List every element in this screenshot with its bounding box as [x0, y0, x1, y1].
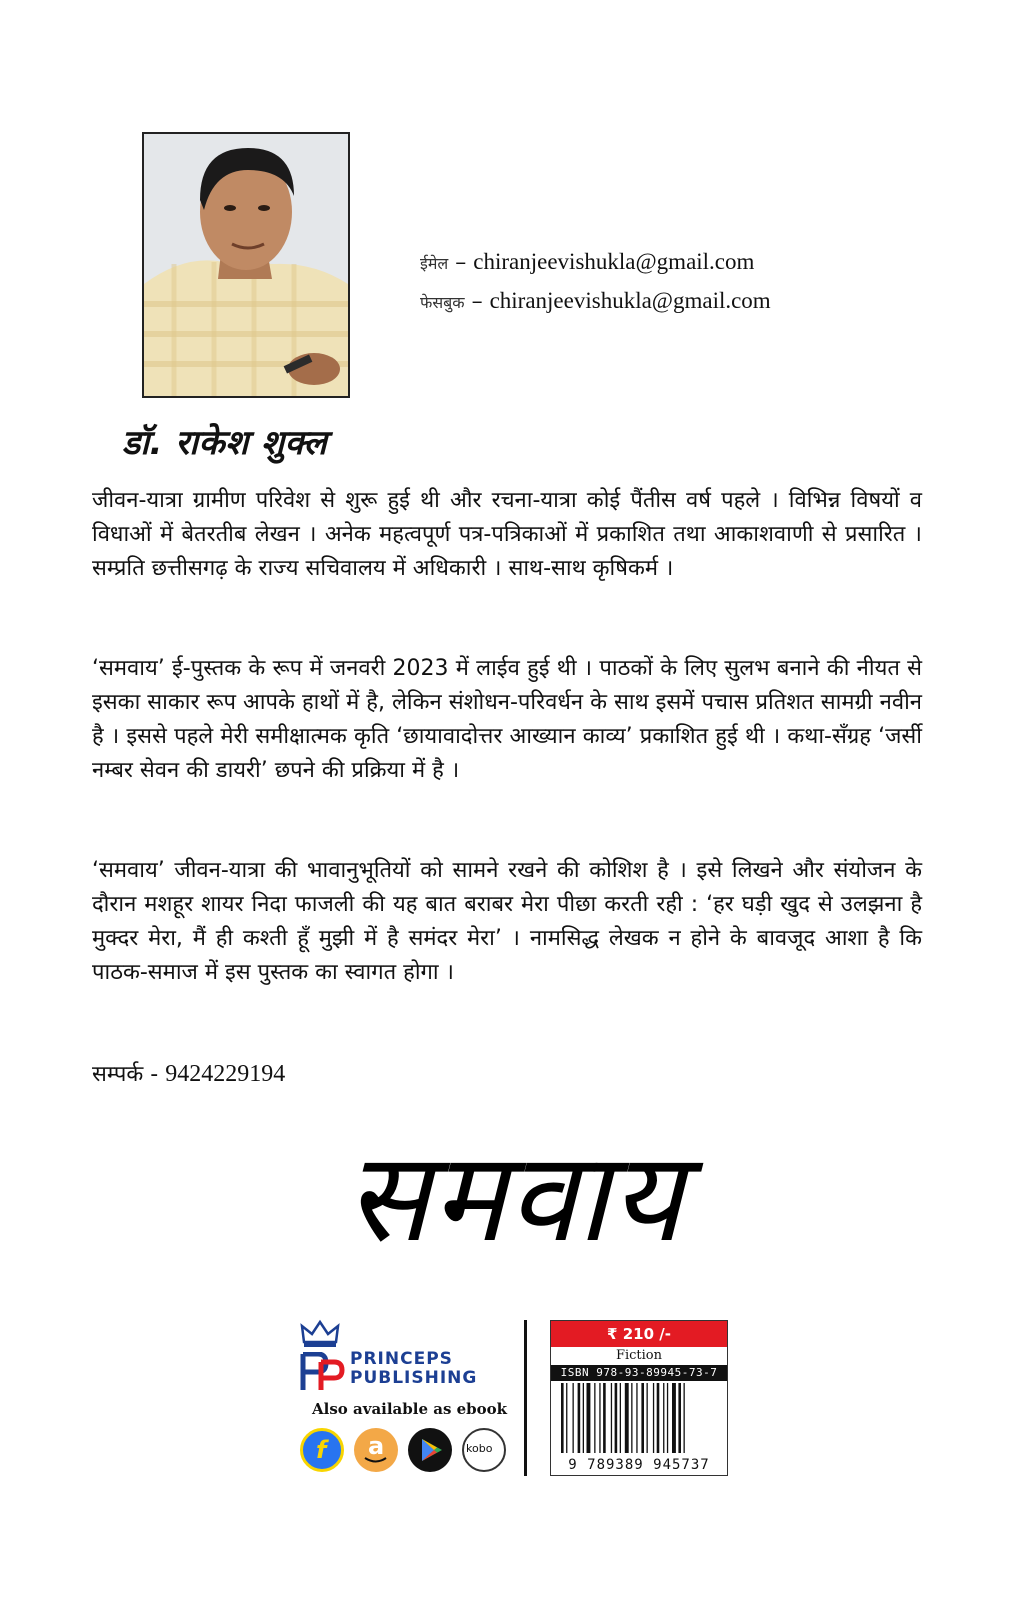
barcode-bar	[641, 1383, 644, 1453]
author-portrait-illustration	[144, 134, 348, 396]
flipkart-icon[interactable]	[300, 1428, 344, 1472]
publisher-name-line2: PUBLISHING	[350, 1368, 478, 1388]
barcode-bar	[631, 1383, 632, 1453]
isbn-label: ISBN 978-93-89945-73-7	[551, 1365, 727, 1381]
barcode-bar	[599, 1383, 600, 1453]
barcode-bar	[647, 1383, 648, 1453]
barcode-bar	[653, 1383, 654, 1453]
kobo-label: kobo	[466, 1442, 493, 1455]
barcode-bar	[561, 1383, 564, 1453]
vertical-divider	[524, 1320, 527, 1476]
barcode-bar	[625, 1383, 629, 1453]
barcode-block	[550, 1320, 728, 1476]
amazon-icon[interactable]	[354, 1428, 398, 1472]
publisher-logo-icon	[300, 1352, 346, 1392]
email-separator: –	[455, 250, 467, 275]
facebook-line	[420, 282, 771, 321]
publisher-name-line1: PRINCEPS	[350, 1349, 453, 1369]
facebook-separator: –	[471, 289, 483, 314]
ebook-availability: Also available as ebook	[312, 1400, 508, 1418]
contact-label: सम्पर्क	[92, 1062, 144, 1087]
barcode-bar	[566, 1383, 567, 1453]
flipkart-letter: f	[316, 1436, 327, 1464]
email-line	[420, 243, 771, 282]
ean-number: 9 789389 945737	[568, 1457, 710, 1473]
barcode-bar	[620, 1383, 621, 1453]
barcode-bar	[684, 1383, 685, 1453]
barcode-bar	[594, 1383, 595, 1453]
barcode-bar	[603, 1383, 606, 1453]
barcode-bar	[615, 1383, 618, 1453]
publisher-name	[350, 1350, 477, 1388]
crown-icon	[300, 1318, 340, 1348]
barcode-bar	[587, 1383, 591, 1453]
facebook-value[interactable]: chiranjeevishukla@gmail.com	[489, 288, 771, 313]
bio-paragraph-1: जीवन-यात्रा ग्रामीण परिवेश से शुरू हुई थी और रचना-यात्रा कोई पैंतीस वर्ष पहले । विभिन्न विषयों व विधाओं में बेतरतीब लेखन । अनेक महत्वपूर्ण पत्र-पत्रिकाओं में प्रकाशित तथा आकाशवाणी से प्रसारित । सम्प्रति छत्तीसगढ़ के राज्य सचिवालय में अधिकारी । साथ-साथ कृषिकर्म ।	[92, 488, 922, 581]
genre-label: Fiction	[551, 1347, 727, 1365]
barcode-bar	[667, 1383, 668, 1453]
barcode-bar	[578, 1383, 581, 1453]
amazon-letter: a	[368, 1432, 385, 1460]
kobo-icon[interactable]	[462, 1428, 506, 1472]
barcode-bar	[657, 1383, 660, 1453]
bio-paragraph-2: ‘समवाय’ ई-पुस्तक के रूप में जनवरी 2023 में लाईव हुई थी । पाठकों के लिए सुलभ बनाने की नीयत से इसका साकार रूप आपके हाथों में है, लेकिन संशोधन-परिवर्धन के साथ इसमें पचास प्रतिशत सामग्री नवीन है । इससे पहले मेरी समीक्षात्मक कृति ‘छायावादोत्तर आख्यान काव्य’ प्रकाशित हुई थी । कथा-सँग्रह ‘जर्सी नम्बर सेवन की डायरी’ छपने की प्रक्रिया में है ।	[92, 656, 922, 783]
facebook-label: फेसबुक	[420, 293, 465, 312]
barcode-bars	[557, 1383, 723, 1453]
bio-paragraph-3: ‘समवाय’ जीवन-यात्रा की भावानुभूतियों को सामने रखने की कोशिश है । इसे लिखने और संयोजन के दौरान मशहूर शायर निदा फाजली की यह बात बराबर मेरा पीछा करती रही : ‘हर घड़ी खुद से उलझना है मुक्दर मेरा, मैं ही कश्ती हूँ मुझी में है समंदर मेरा’ । नामसिद्ध लेखक न होने के बावजूद आशा है कि पाठक-समाज में इस पुस्तक का स्वागत होगा ।	[92, 858, 922, 985]
price-label: ₹ 210 /-	[551, 1321, 727, 1347]
barcode-bar	[636, 1383, 637, 1453]
barcode-bar	[583, 1383, 584, 1453]
email-value[interactable]: chiranjeevishukla@gmail.com	[473, 249, 755, 274]
author-photo	[142, 132, 350, 398]
barcode-bar	[573, 1383, 574, 1453]
email-label: ईमेल	[420, 254, 449, 273]
contact-dash: -	[150, 1062, 159, 1087]
book-title: समवाय	[345, 1126, 685, 1270]
author-contact-block	[420, 243, 771, 321]
barcode-bar	[678, 1383, 681, 1453]
google-play-icon[interactable]	[408, 1428, 452, 1472]
amazon-smile-icon	[364, 1456, 388, 1464]
barcode-bar	[611, 1383, 612, 1453]
play-triangle-icon	[420, 1438, 444, 1462]
store-icons	[300, 1428, 510, 1474]
contact-phone[interactable]: 9424229194	[165, 1061, 286, 1087]
barcode-bar	[663, 1383, 664, 1453]
contact-line	[92, 1058, 285, 1088]
barcode-bar	[672, 1383, 676, 1453]
author-name: डॉ. राकेश शुक्ल	[122, 423, 328, 463]
